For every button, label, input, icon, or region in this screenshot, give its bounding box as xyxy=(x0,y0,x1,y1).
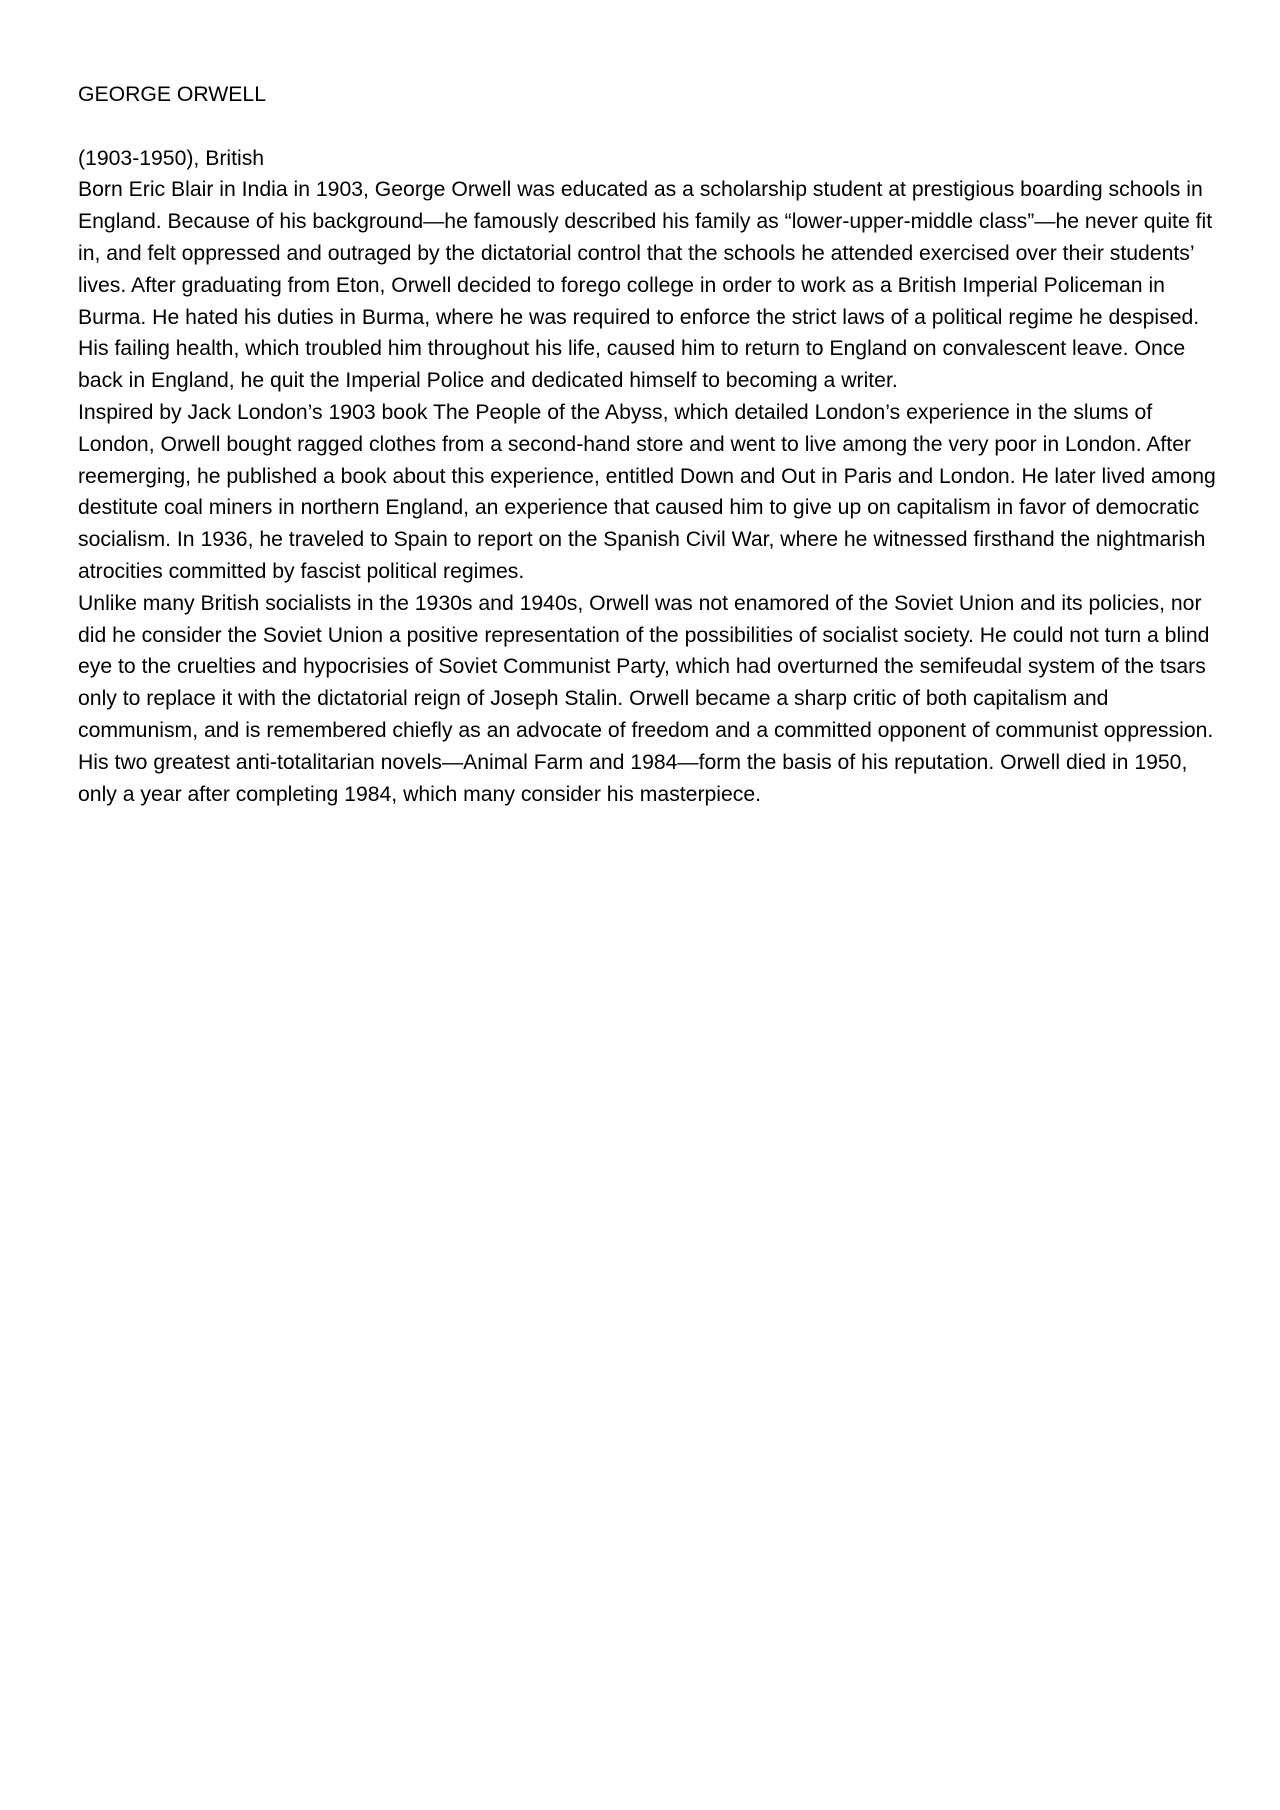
biography-paragraph-1: Born Eric Blair in India in 1903, George Orwell was educated as a scholarship student at prestigious boarding schools in England. Because of his background—he famously described his family as “lower-upper-middle class”—he never quite fit in, and felt oppressed and outraged by the dictatorial control that the schools he attended exercised over their students’ lives. After graduating from Eton, Orwell decided to forego college in order to work as a British Imperial Policeman in Burma. He hated his duties in Burma, where he was required to enforce the strict laws of a political regime he despised. His failing health, which troubled him throughout his life, caused him to return to England on convalescent leave. Once back in England, he quit the Imperial Police and dedicated himself to becoming a writer. xyxy=(78,178,1213,393)
document-title: GEORGE ORWELL xyxy=(78,83,266,106)
document-content xyxy=(78,79,1218,810)
biography-paragraph-2: Inspired by Jack London’s 1903 book The People of the Abyss, which detailed London’s experience in the slums of London, Orwell bought ragged clothes from a second-hand store and went to live among the very poor in London. After reemerging, he published a book about this experience, entitled Down and Out in Paris and London. He later lived among destitute coal miners in northern England, an experience that caused him to give up on capitalism in favor of democratic socialism. In 1936, he traveled to Spain to report on the Spanish Civil War, where he witnessed firsthand the nightmarish atrocities committed by fascist political regimes. xyxy=(78,400,1216,583)
document-subtitle: (1903-1950), British xyxy=(78,146,265,170)
biography-paragraph-3: Unlike many British socialists in the 1930s and 1940s, Orwell was not enamored of the Soviet Union and its policies, nor did he consider the Soviet Union a positive representation of the possibilities of socialist society. He could not turn a blind eye to the cruelties and hypocrisies of Soviet Communist Party, which had overturned the semifeudal system of the tsars only to replace it with the dictatorial reign of Joseph Stalin. Orwell became a sharp critic of both capitalism and communism, and is remembered chiefly as an advocate of freedom and a committed opponent of communist oppression. His two greatest anti-totalitarian novels—Animal Farm and 1984—form the basis of his reputation. Orwell died in 1950, only a year after completing 1984, which many consider his masterpiece. xyxy=(78,591,1214,806)
